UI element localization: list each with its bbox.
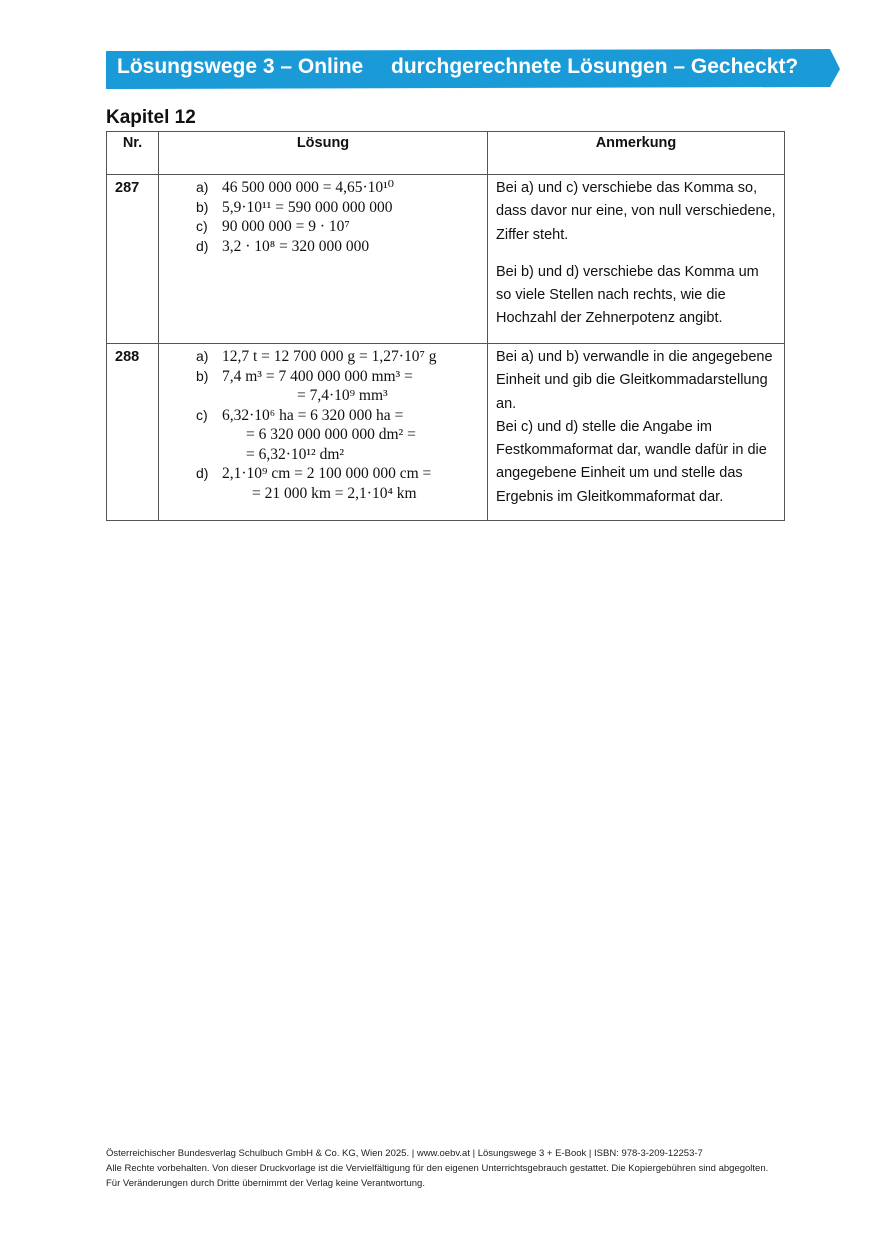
item-label: c)	[196, 406, 208, 423]
solution-line	[196, 347, 486, 367]
solution-math: 90 000 000 = 9 · 10⁷	[222, 218, 350, 235]
solution-math: 2,1·10⁹ cm = 2 100 000 000 cm =	[222, 465, 432, 482]
note-cell	[488, 344, 785, 521]
solution-line	[196, 367, 486, 387]
footer-line: Für Veränderungen durch Dritte übernimmt der Verlag keine Verantwortung.	[106, 1178, 425, 1189]
table-row	[107, 344, 785, 521]
solution-continuation: = 7,4·10⁹ mm³	[297, 387, 388, 404]
solution-math: 6,32·10⁶ ha = 6 320 000 ha =	[222, 406, 404, 424]
solution-continuation: = 6 320 000 000 000 dm² =	[246, 426, 416, 443]
solution-line	[196, 198, 486, 218]
solution-math: 3,2 · 10⁸ = 320 000 000	[222, 237, 370, 255]
column-header-loesung: Lösung	[159, 132, 488, 175]
exercise-number: 288	[107, 344, 159, 521]
solution-table	[106, 131, 785, 521]
header-banner	[106, 49, 840, 89]
note-paragraph: Bei b) und d) verschiebe das Komma um so viele Stellen nach rechts, wie die Hochzahl der Zehnerpotenz angibt.	[496, 263, 759, 327]
item-label: b)	[196, 198, 209, 215]
solution-line	[196, 464, 486, 484]
solution-cell	[159, 175, 488, 344]
exercise-number: 287	[107, 175, 159, 344]
solution-cell	[159, 344, 488, 521]
note-cell	[488, 175, 785, 344]
solution-math: 7,4 m³ = 7 400 000 000 mm³ =	[222, 367, 413, 385]
column-header-anmerkung: Anmerkung	[488, 132, 785, 175]
solution-math: 5,9·10¹¹ = 590 000 000 000	[222, 198, 393, 216]
chapter-title: Kapitel 12	[106, 107, 196, 128]
solution-line	[196, 406, 486, 426]
note-paragraph: Bei a) und b) verwandle in die angegebene Einheit und gib die Gleitkommadarstellung an.	[496, 349, 773, 412]
solution-continuation: = 21 000 km = 2,1·10⁴ km	[252, 484, 417, 502]
solution-line	[196, 178, 486, 198]
footer	[106, 1146, 768, 1191]
solution-math: 12,7 t = 12 700 000 g = 1,27·10⁷ g	[222, 348, 437, 365]
column-header-nr: Nr.	[107, 132, 159, 175]
header-title: Lösungswege 3 – Online	[117, 55, 364, 78]
item-label: a)	[196, 348, 209, 364]
table-row	[107, 175, 785, 344]
item-label: c)	[196, 218, 208, 234]
item-label: d)	[196, 465, 209, 481]
solution-math: 46 500 000 000 = 4,65·10¹⁰	[222, 179, 395, 196]
footer-line: Alle Rechte vorbehalten. Von dieser Druckvorlage ist die Vervielfältigung für den eigenen Unterrichtsgebrauch gestattet. Die Kopiergebühren sind abgegolten.	[106, 1163, 769, 1174]
note-paragraph: Bei c) und d) stelle die Angabe im Festkommaformat dar, wandle dafür in die angegebene Einheit um und stelle das Ergebnis im Gleitkommaformat dar.	[496, 418, 767, 505]
solution-line	[196, 217, 486, 237]
solution-continuation: = 6,32·10¹² dm²	[246, 445, 345, 463]
item-label: d)	[196, 237, 209, 254]
header-subtitle: durchgerechnete Lösungen – Gecheckt?	[391, 55, 799, 78]
solution-line	[196, 237, 486, 257]
item-label: b)	[196, 367, 209, 384]
item-label: a)	[196, 179, 209, 195]
table-header-row	[107, 132, 785, 175]
footer-line: Österreichischer Bundesverlag Schulbuch GmbH & Co. KG, Wien 2025. | www.oebv.at | Lösungswege 3 + E-Book | ISBN: 978-3-209-12253-7	[106, 1148, 703, 1159]
note-paragraph: Bei a) und c) verschiebe das Komma so, dass davor nur eine, von null verschiedene, Ziffer steht.	[496, 180, 776, 243]
